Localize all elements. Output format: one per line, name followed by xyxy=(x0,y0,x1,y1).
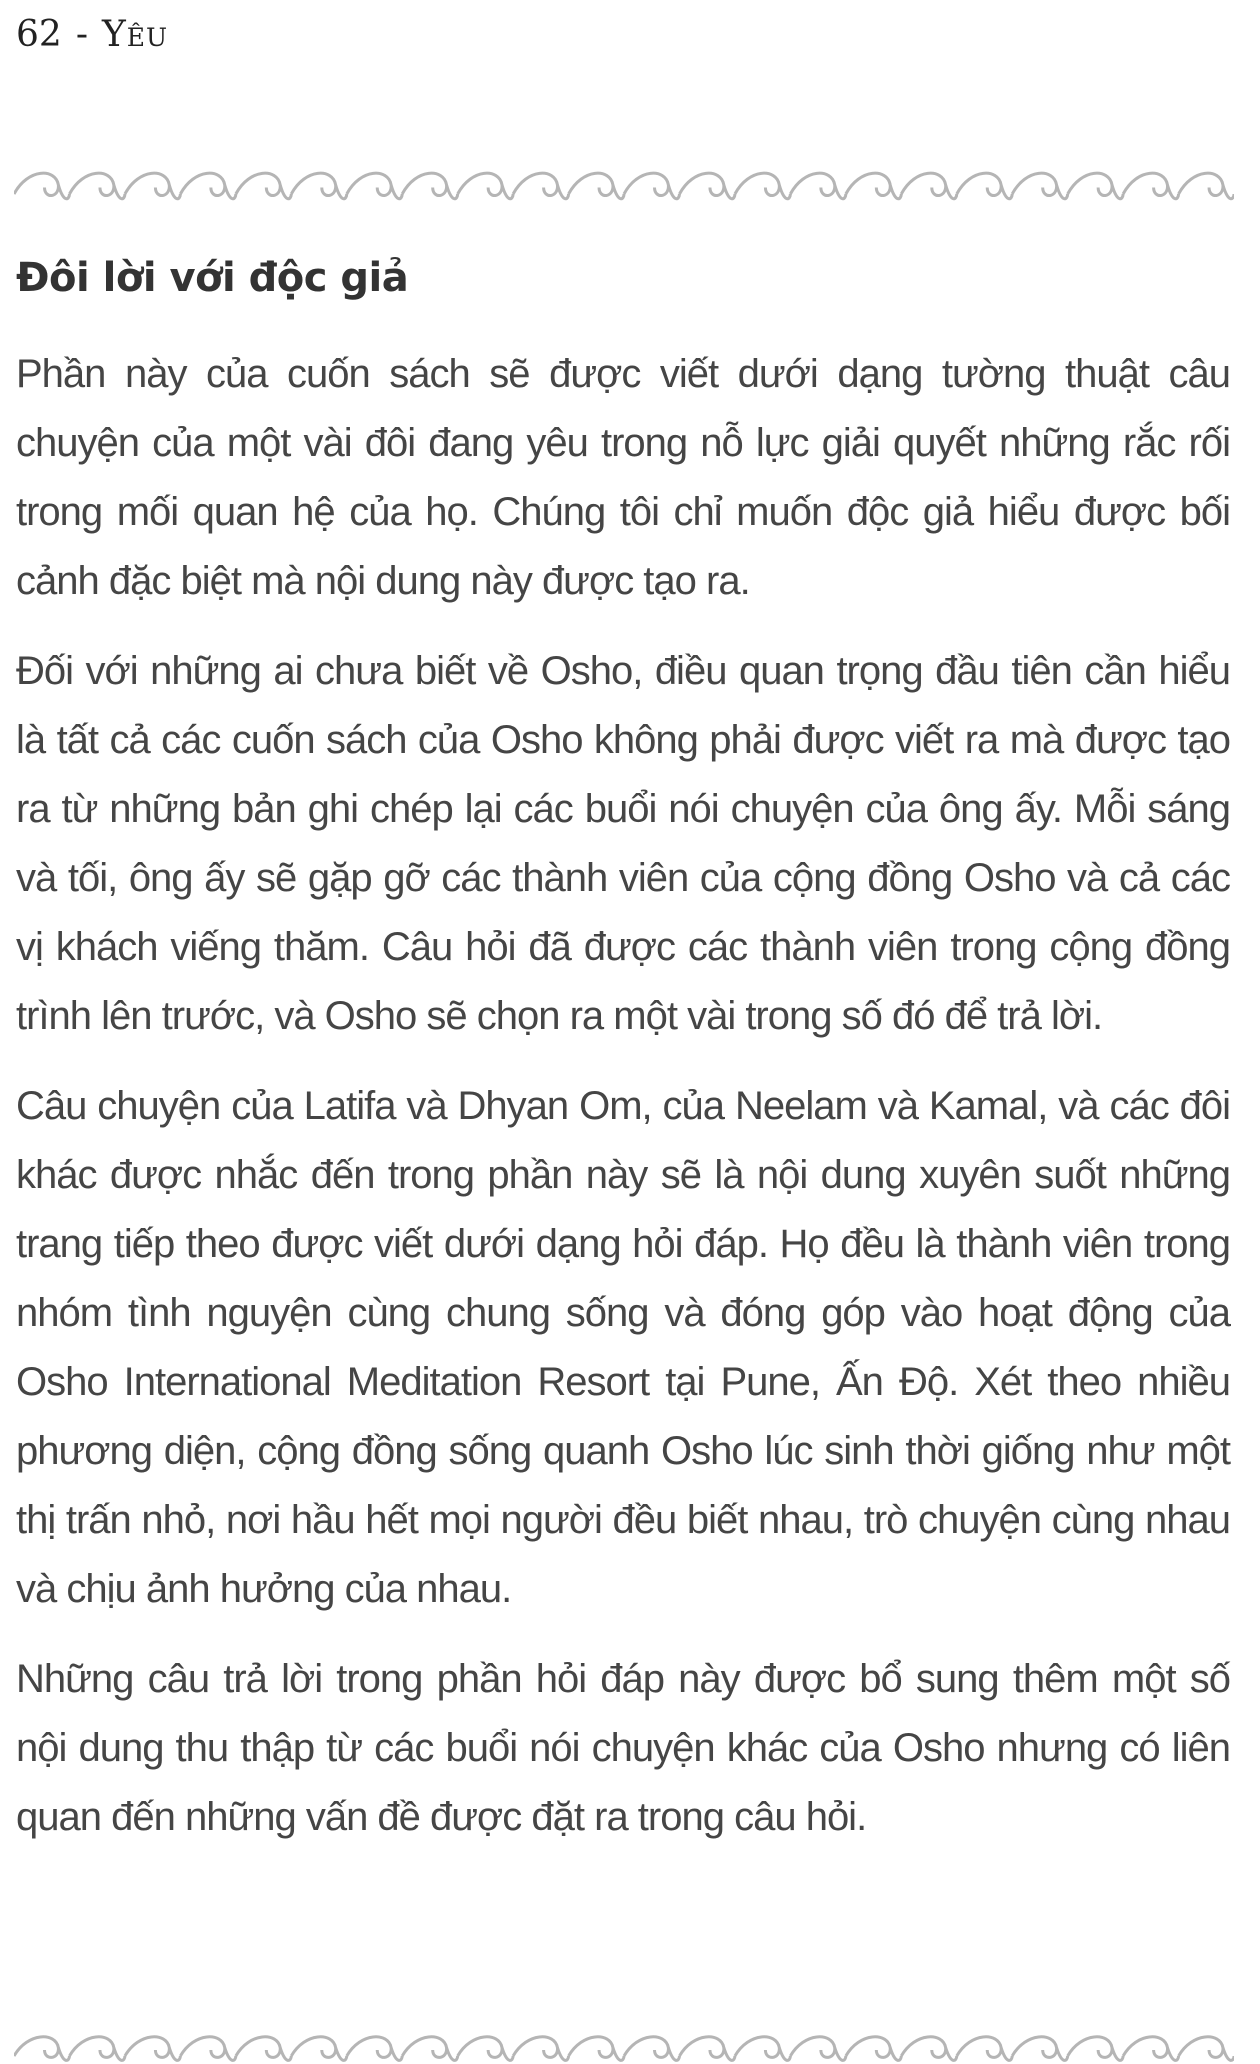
wave-curl xyxy=(846,173,901,199)
wave-curl xyxy=(347,2037,402,2061)
wave-border-top-icon xyxy=(14,160,1234,206)
wave-curl xyxy=(1123,2037,1178,2061)
wave-curl xyxy=(569,2037,624,2061)
wave-curl xyxy=(624,173,679,199)
wave-curl xyxy=(291,173,346,199)
wave-curl xyxy=(513,173,568,199)
wave-curl xyxy=(679,173,734,199)
paragraph-1: Phần này của cuốn sách sẽ được viết dưới dạng tường thuật câu chuyện của một vài đôi đang yêu trong nỗ lực giải quyết những rắc rối trong mối quan hệ của họ. Chúng tôi chỉ muốn độc giả hiểu được bối cảnh đặc biệt mà nội dung này được tạo ra. xyxy=(16,352,1230,603)
wave-curl xyxy=(402,173,457,199)
wave-curl xyxy=(624,2037,679,2061)
wave-curl xyxy=(1068,2037,1123,2061)
wave-curl xyxy=(1012,173,1067,199)
wave-curl xyxy=(513,2037,568,2061)
wave-curl xyxy=(735,173,790,199)
wave-curl xyxy=(1179,2037,1234,2061)
wave-curl xyxy=(846,2037,901,2061)
wave-curl xyxy=(14,2037,69,2061)
wave-curl xyxy=(402,2037,457,2061)
wave-curl xyxy=(790,2037,845,2061)
wave-curl xyxy=(1068,173,1123,199)
wave-curl xyxy=(735,2037,790,2061)
wave-curl xyxy=(69,173,124,199)
wave-curl xyxy=(901,173,956,199)
wave-curl xyxy=(1012,2037,1067,2061)
paragraph-3: Câu chuyện của Latifa và Dhyan Om, của Neelam và Kamal, và các đôi khác được nhắc đến trong phần này sẽ là nội dung xuyên suốt những trang tiếp theo được viết dưới dạng hỏi đáp. Họ đều là thành viên trong nhóm tình nguyện cùng chung sống và đóng góp vào hoạt động của Osho International Meditation Resort tại Pune, Ấn Độ. Xét theo nhiều phương diện, cộng đồng sống quanh Osho lúc sinh thời giống như một thị trấn nhỏ, nơi hầu hết mọi người đều biết nhau, trò chuyện cùng nhau và chịu ảnh hưởng của nhau. xyxy=(16,1084,1230,1611)
wave-curl xyxy=(180,2037,235,2061)
paragraph-4: Những câu trả lời trong phần hỏi đáp này được bổ sung thêm một số nội dung thu thập từ các buổi nói chuyện khác của Osho nhưng có liên quan đến những vấn đề được đặt ra trong câu hỏi. xyxy=(16,1657,1230,1839)
header-separator: - xyxy=(75,14,88,55)
wave-curl xyxy=(790,173,845,199)
wave-curl xyxy=(125,2037,180,2061)
wave-curl xyxy=(236,2037,291,2061)
wave-curl xyxy=(14,173,69,199)
running-header xyxy=(16,14,168,55)
wave-curl xyxy=(125,173,180,199)
wave-curl xyxy=(291,2037,346,2061)
wave-curl xyxy=(569,173,624,199)
wave-curl xyxy=(1123,173,1178,199)
page-number: 62 xyxy=(16,14,62,55)
wave-curl xyxy=(957,2037,1012,2061)
paragraph-2: Đối với những ai chưa biết về Osho, điều quan trọng đầu tiên cần hiểu là tất cả các cuốn sách của Osho không phải được viết ra mà được tạo ra từ những bản ghi chép lại các buổi nói chuyện của ông ấy. Mỗi sáng và tối, ông ấy sẽ gặp gỡ các thành viên của cộng đồng Osho và cả các vị khách viếng thăm. Câu hỏi đã được các thành viên trong cộng đồng trình lên trước, và Osho sẽ chọn ra một vài trong số đó để trả lời. xyxy=(16,649,1230,1038)
section-heading: Đôi lời với độc giả xyxy=(16,255,409,301)
body-text xyxy=(16,340,1230,1873)
wave-border-bottom-icon xyxy=(14,2024,1234,2064)
wave-curl xyxy=(236,173,291,199)
book-title: Yêu xyxy=(101,14,169,55)
wave-curl xyxy=(901,2037,956,2061)
wave-curl xyxy=(180,173,235,199)
wave-curl xyxy=(458,2037,513,2061)
wave-curl xyxy=(458,173,513,199)
wave-curl xyxy=(679,2037,734,2061)
wave-curl xyxy=(1179,173,1234,199)
wave-curl xyxy=(69,2037,124,2061)
wave-curl xyxy=(347,173,402,199)
wave-curl xyxy=(957,173,1012,199)
